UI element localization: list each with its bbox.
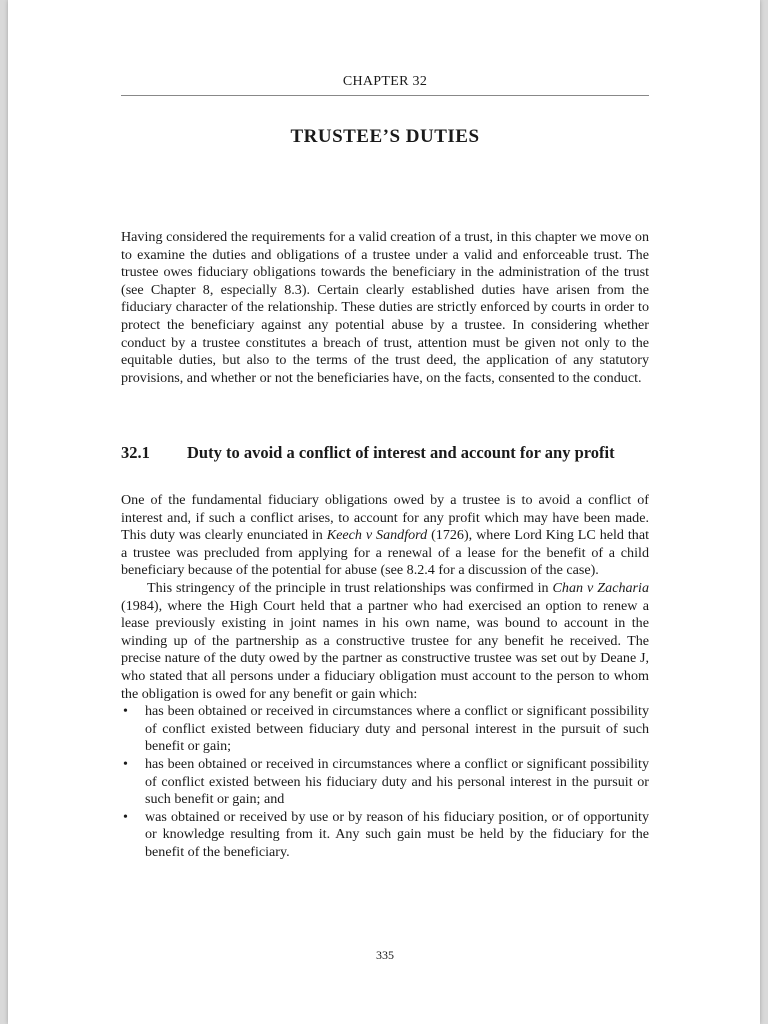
section-body xyxy=(121,492,649,861)
bullet-icon: • xyxy=(123,703,128,720)
list-item xyxy=(121,809,649,862)
bullet-text: has been obtained or received in circumstances where a conflict or significant possibility of conflict existed between fiduciary duty and personal interest in the pursuit of such benefit or gain; xyxy=(145,703,649,755)
bullet-icon: • xyxy=(123,755,128,772)
bullet-icon: • xyxy=(123,808,128,825)
list-item xyxy=(121,756,649,809)
intro-block xyxy=(121,229,649,387)
bullet-text: has been obtained or received in circumstances where a conflict or significant possibility of conflict existed between his fiduciary duty and his personal interest in the pursuit or such benefit or gain; and xyxy=(145,755,649,808)
paragraph-2-text-a: This stringency of the principle in trust relationships was confirmed in xyxy=(147,579,553,596)
chapter-title: TRUSTEE’S DUTIES xyxy=(290,126,480,147)
section-title: Duty to avoid a conflict of interest and account for any profit xyxy=(187,443,615,462)
bullet-list xyxy=(121,703,649,861)
section-number: 32.1 xyxy=(121,443,150,462)
section-heading xyxy=(121,443,649,463)
case-name-keech: Keech v Sandford xyxy=(326,527,428,544)
case-name-chan: Chan v Zacharia xyxy=(552,579,649,596)
list-item xyxy=(121,703,649,756)
paragraph-1-text-a: One of the fundamental fiduciary obligations owed by a trustee is to avoid a conflict of interest and, if such a conflict arises, to account for any profit which may have been made. This duty was clearly enunciated in xyxy=(121,492,649,544)
book-page xyxy=(8,0,760,1024)
header-rule xyxy=(121,95,649,96)
intro-paragraph: Having considered the requirements for a valid creation of a trust, in this chapter we move on to examine the duties and obligations of a trustee under a valid and enforceable trust. The trustee owes fiduciary obligations towards the beneficiary in the administration of the trust (see Chapter 8, especially 8.3). Certain clearly established duties have arisen from the fiduciary character of the relationship. These duties are strictly enforced by courts in order to protect the beneficiary against any potential abuse by a trustee. In considering whether conduct by a trustee constitutes a breach of trust, attention must be given not only to the equitable duties, but also to the terms of the trust deed, the application of any statutory provisions, and whether or not the beneficiaries have, on the facts, consented to the conduct. xyxy=(121,229,649,386)
paragraph-2-text-b: (1984), where the High Court held that a partner who had exercised an option to renew a lease previously existing in joint names in his own name, was bound to account in the winding up of the partnership as a constructive trustee for any benefit he received. The precise nature of the duty owed by the partner as constructive trustee was set out by Deane J, who stated that all persons under a fiduciary obligation must account to the person to whom the obligation is owed for any benefit or gain which: xyxy=(121,597,649,702)
page-number: 335 xyxy=(376,948,394,962)
section-paragraph-2 xyxy=(121,580,649,703)
section-paragraph-1 xyxy=(121,492,649,580)
paragraph-1-text-b: (1726), where Lord King LC held that a trustee was precluded from applying for a renewal of a lease for the benefit of a child beneficiary because of the potential for abuse (see 8.2.4 for a discussion of the case). xyxy=(121,527,650,579)
chapter-label: CHAPTER 32 xyxy=(342,74,428,89)
bullet-text: was obtained or received by use or by reason of his fiduciary position, or of opportunity or knowledge resulting from it. Any such gain must be held by the fiduciary for the benefit of the beneficiary. xyxy=(145,808,649,860)
